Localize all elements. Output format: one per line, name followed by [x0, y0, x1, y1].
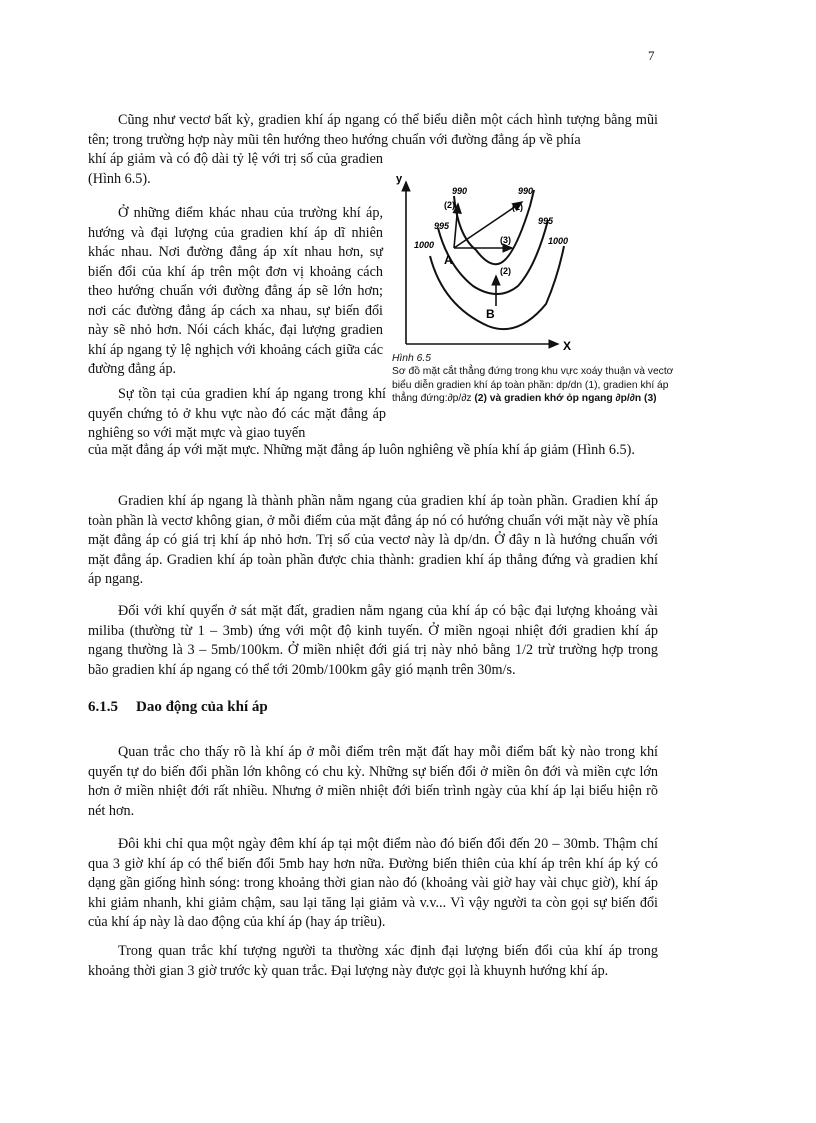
paragraph-6: Quan trắc cho thấy rõ là khí áp ở mỗi điểm trên mặt đất hay mỗi điểm bất kỳ nào trong khí quyển tự do biến đổi phần lớn không có chu kỳ. Những sự biến đổi ở miền ôn đới và miền cực lớn hơn ở miền nhiệt đới rất nhiều. Nhưng ở miền nhiệt đới biến trình ngày của khí áp lại biểu hiện rõ nét hơn.	[88, 744, 658, 819]
point-a: A	[444, 253, 453, 267]
paragraph-1a: Cũng như vectơ bất kỳ, gradien khí áp ngang có thể biểu diễn một cách hình tượng bằng mũi tên; trong trường hợp này mũi tên hướng theo hướng chuẩn với đường đẳng áp về phía	[88, 112, 658, 148]
paragraph-1b: khí áp giảm và có độ dài tỷ lệ với trị số của gradien (Hình 6.5).	[88, 151, 383, 187]
isobar-label-1000-left: 1000	[414, 240, 435, 250]
y-axis-label: y	[396, 173, 403, 185]
isobar-995	[438, 220, 548, 294]
section-heading	[88, 699, 268, 716]
caption-label: Hình 6.5	[392, 353, 431, 364]
isobar-label-990-left: 990	[452, 186, 468, 196]
page-number: 7	[648, 48, 655, 63]
caption-text: Sơ đồ mặt cắt thẳng đứng trong khu vực xoáy thuận và vectơ biểu diễn gradien khí áp toàn phần: dp/dn (1), gradien khí áp thẳng đứng:∂p/∂z	[392, 366, 674, 405]
arrow-label-2-bottom: (2)	[500, 266, 511, 276]
paragraph-3a: Sự tồn tại của gradien khí áp ngang trong khí quyển chứng tỏ ở khu vực nào đó các mặt đẳng áp nghiêng so với mặt mực và giao tuyến	[88, 386, 386, 441]
isobar-label-995: 995	[538, 216, 554, 226]
arrow-label-3: (3)	[500, 235, 511, 245]
paragraph-5: Đối với khí quyển ở sát mặt đất, gradien nằm ngang của khí áp có bậc đại lượng khoảng vài miliba (thường từ 1 – 3mb) ứng với một độ kinh tuyến. Ở miền ngoại nhiệt đới gradien khí áp ngang thường là 3 – 5mb/100km. Ở miền nhiệt đới giá trị này nhỏ bằng 1/2 trừ trường hợp trong bão gradien khí áp ngang có thể tới 20mb/100km gây gió mạnh trên 30m/s.	[88, 603, 658, 678]
paragraph-3b: của mặt đẳng áp với mặt mực. Những mặt đẳng áp luôn nghiêng về phía khí áp giảm (Hình 6.5).	[88, 442, 635, 458]
paragraph-7: Đôi khi chỉ qua một ngày đêm khí áp tại một điểm nào đó biến đổi đến 20 – 30mb. Thậm chí qua 3 giờ khí áp có thể biến đổi 5mb hay hơn nữa. Đường biến thiên của khí áp trên khí áp ký có dạng gần giống hình sóng: trong khoảng thời gian nào đó (khoảng vài giờ hay vài chục giờ), khí áp khi giảm nhanh, khi giảm chậm, sau lại tăng lại giảm và v.v... Vì vậy người ta còn gọi sự biến đổi của khí áp này là dao động của khí áp (hay áp triều).	[88, 836, 658, 930]
x-axis-label: X	[563, 339, 572, 353]
arrow-label-2-top: (2)	[444, 200, 455, 210]
paragraph-8: Trong quan trắc khí tượng người ta thường xác định đại lượng biến đổi của khí áp trong khoảng thời gian 3 giờ trước kỳ quan trắc. Đại lượng này được gọi là khuynh hướng khí áp.	[88, 943, 658, 979]
paragraph-2: Ở những điểm khác nhau của trường khí áp, hướng và đại lượng của gradien khí áp dĩ nhiên khác nhau. Nơi đường đẳng áp xít nhau hơn, sự biến đổi của khí áp trên một đơn vị khoảng cách theo hướng chuẩn với đường đẳng áp sẽ lớn hơn; nơi các đường đẳng áp cách xa nhau, sự biến đổi này sẽ nhỏ hơn. Nói cách khác, đại lượng gradien khí áp ngang tỷ lệ nghịch với khoảng cách giữa các đường đẳng áp.	[88, 205, 383, 377]
isobar-label-990: 990	[518, 186, 534, 196]
section-title: Dao động của khí áp	[136, 699, 268, 715]
section-number: 6.1.5	[88, 699, 118, 715]
figure-6-5	[388, 166, 688, 360]
arrow-label-1: (1)	[512, 202, 523, 212]
isobar-label-1000: 1000	[548, 236, 569, 246]
figure-caption	[392, 352, 692, 406]
caption-bold-text: (2) và gradien khớ ỏp ngang ∂p/∂n (3)	[474, 393, 657, 405]
point-b: B	[486, 307, 495, 321]
paragraph-4: Gradien khí áp ngang là thành phần nằm ngang của gradien khí áp toàn phần. Gradien khí áp toàn phần là vectơ không gian, ở mỗi điểm của mặt đẳng áp nó có hướng chuẩn với mặt này về phía mặt đẳng áp có giá trị khí áp nhỏ hơn. Trị số của vectơ này là dp/dn. Ở đây n là hướng chuẩn với mặt đẳng áp. Gradien khí áp toàn phần được chia thành: gradien khí áp thẳng đứng và gradien khí áp ngang.	[88, 493, 658, 587]
cyclone-diagram	[388, 166, 688, 360]
isobar-label-995-left: 995	[434, 221, 450, 231]
